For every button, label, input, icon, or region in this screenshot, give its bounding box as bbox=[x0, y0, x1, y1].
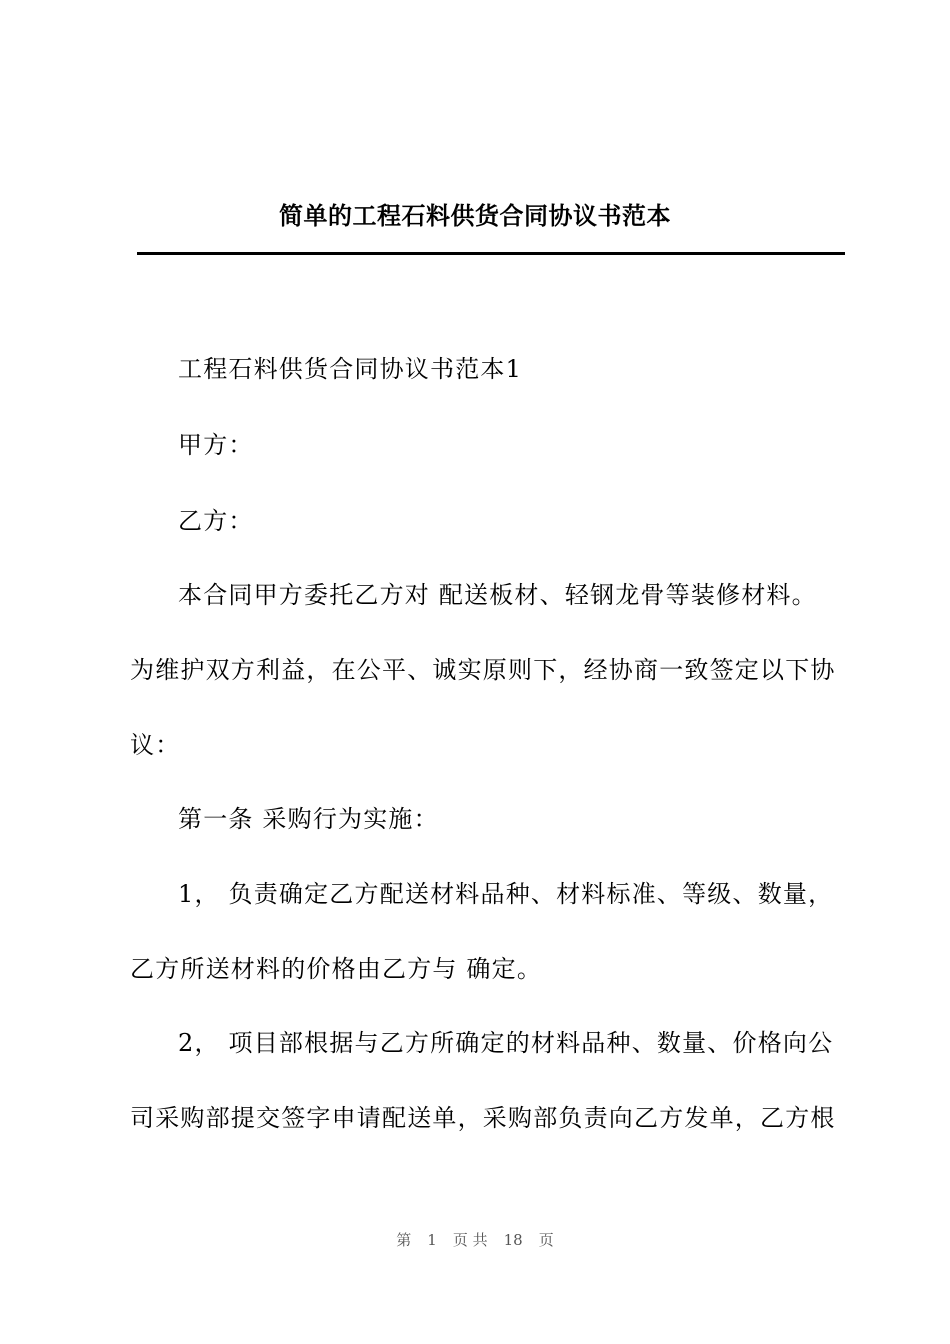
section-heading: 工程石料供货合同协议书范本1 bbox=[178, 355, 523, 383]
footer-page-number: 1 bbox=[427, 1231, 437, 1249]
party-b-label: 乙方： bbox=[178, 507, 254, 535]
footer-middle: 页 共 bbox=[452, 1231, 488, 1249]
article-heading: 第一条 采购行为实施： bbox=[178, 805, 439, 833]
title-underline bbox=[137, 252, 845, 255]
footer-prefix: 第 bbox=[396, 1231, 412, 1249]
clause-line: 1， 负责确定乙方配送材料品种、材料标准、等级、数量， bbox=[178, 880, 834, 908]
clause-line: 司采购部提交签字申请配送单，采购部负责向乙方发单，乙方根 bbox=[130, 1104, 836, 1132]
document-title: 简单的工程石料供货合同协议书范本 bbox=[279, 202, 671, 230]
footer-total-pages: 18 bbox=[503, 1231, 523, 1249]
footer-suffix: 页 bbox=[538, 1231, 554, 1249]
page-footer bbox=[0, 1229, 950, 1250]
clause-line: 乙方所送材料的价格由乙方与 确定。 bbox=[130, 955, 543, 983]
paragraph-line: 议： bbox=[130, 731, 181, 759]
paragraph-line: 本合同甲方委托乙方对 配送板材、轻钢龙骨等装修材料。 bbox=[178, 581, 817, 609]
party-a-label: 甲方： bbox=[178, 431, 254, 459]
clause-line: 2， 项目部根据与乙方所确定的材料品种、数量、价格向公 bbox=[178, 1029, 834, 1057]
paragraph-line: 为维护双方利益，在公平、诚实原则下，经协商一致签定以下协 bbox=[130, 656, 836, 684]
